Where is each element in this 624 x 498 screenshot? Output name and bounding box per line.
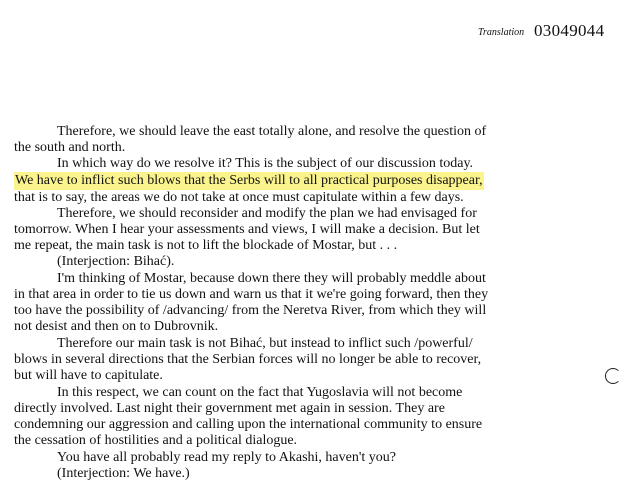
text-line: the south and north. bbox=[14, 140, 126, 155]
text-line: condemning our aggression and calling upon the international community to ensure bbox=[14, 417, 483, 432]
translation-label: Translation bbox=[478, 27, 525, 38]
text-line: directly involved. Last night their government met again in session. They are bbox=[14, 401, 445, 416]
text-line: in that area in order to tie us down and warn us that it we're going forward, then they bbox=[14, 287, 489, 302]
text-line: (Interjection: Bihać). bbox=[57, 254, 175, 269]
text-line: the cessation of hostilities and a political dialogue. bbox=[14, 433, 298, 448]
text-line: Therefore our main task is not Bihać, but instead to inflict such /powerful/ bbox=[57, 336, 473, 351]
text-line: too have the possibility of /advancing/ from the Neretva River, from which they will bbox=[14, 303, 487, 318]
text-line: that is to say, the areas we do not take at once must capitulate within a few days. bbox=[14, 190, 464, 205]
text-line: me repeat, the main task is not to lift the blockade of Mostar, but . . . bbox=[14, 238, 398, 253]
text-line: not desist and then on to Dubrovnik. bbox=[14, 319, 219, 334]
text-line: (Interjection: We have.) bbox=[57, 466, 190, 481]
text-line: Therefore, we should reconsider and modify the plan we had envisaged for bbox=[57, 206, 477, 221]
text-line: I'm thinking of Mostar, because down there they will probably meddle about bbox=[57, 271, 486, 286]
text-line: blows in several directions that the Serbian forces will no longer be able to recover, bbox=[14, 352, 482, 367]
text-line: You have all probably read my reply to Akashi, haven't you? bbox=[57, 450, 396, 465]
text-line: tomorrow. When I hear your assessments and views, I will make a decision. But let bbox=[14, 222, 480, 237]
margin-arc-mark bbox=[605, 368, 621, 384]
text-line: In which way do we resolve it? This is the subject of our discussion today. bbox=[57, 156, 474, 171]
document-number: 03049044 bbox=[534, 21, 605, 40]
highlight-mark: We have to inflict such blows that the Serbs will to all practical purposes disappear, bbox=[15, 173, 483, 188]
highlighted-text-line bbox=[14, 173, 484, 189]
text-line: but will have to capitulate. bbox=[14, 368, 163, 383]
text-line: Therefore, we should leave the east totally alone, and resolve the question of bbox=[57, 124, 487, 139]
text-line: In this respect, we can count on the fact that Yugoslavia will not become bbox=[57, 385, 463, 400]
